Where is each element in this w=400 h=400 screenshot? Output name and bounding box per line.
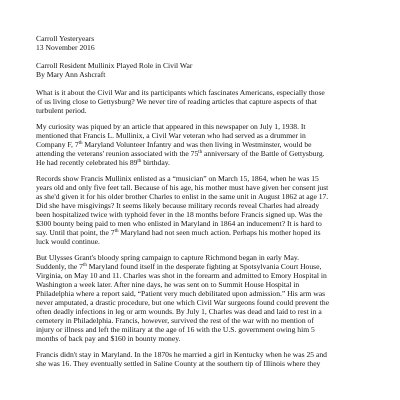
publication-date: 13 November 2016 bbox=[36, 43, 95, 52]
paragraph-line: Washington a week later. After nine days, he was sent on to Summit House Hospital in bbox=[36, 280, 300, 289]
paragraph-line: say. Until that point, the 7th Maryland had not seen much action. Perhaps his mother hoped its bbox=[36, 228, 321, 237]
paragraph-line: What is it about the Civil War and its participants which fascinates Americans, especially those bbox=[36, 88, 325, 97]
paragraph bbox=[36, 88, 380, 115]
paragraph-line: she was 16. They eventually settled in Saline County at the southern tip of Illinois where they bbox=[36, 359, 321, 368]
paragraph-line: $300 bounty being paid to men who enlisted in Maryland in 1864 an inducement? It is hard to bbox=[36, 219, 322, 228]
paragraph-line: mentioned that Francis L. Mullinix, a Civil War veteran who had served as a drummer in bbox=[36, 131, 306, 140]
paragraph-line: Company F, 7th Maryland Volunteer Infantry and was then living in Westminster, would be bbox=[36, 140, 312, 149]
paragraph-line: often deadly infections in leg or arm wounds. By July 1, Charles was dead and laid to rest in a bbox=[36, 307, 322, 316]
paragraph-line: Did she have misgivings? It seems likely because military records reveal Charles had already bbox=[36, 201, 320, 210]
paragraph-line: been hospitalized twice with typhoid fever in the 18 months before Francis signed up. Was the bbox=[36, 210, 323, 219]
paragraph-line: never amputated, a drastic procedure, but one which Civil War surgeons found could prevent the bbox=[36, 298, 330, 307]
article-byline: By Mary Ann Ashcraft bbox=[36, 70, 106, 79]
paragraph-line: injury or illness and left the military at the age of 16 with the U.S. government owing him 5 bbox=[36, 325, 315, 334]
paragraph-line: as she'd given it for his older brother Charles to enlist in the same unit in August 1862 at age 17. bbox=[36, 192, 329, 201]
paragraph-line: of us living close to Gettysburg? We never tire of reading articles that capture aspects of that bbox=[36, 97, 317, 106]
paragraph bbox=[36, 350, 380, 368]
article-body bbox=[36, 88, 380, 368]
paragraph-line: Virginia, on May 10 and 11. Charles was shot in the forearm and admitted to Emory Hospital in bbox=[36, 271, 327, 280]
paragraph bbox=[36, 174, 380, 246]
paragraph-line: cemetery in Philadelphia. Francis, however, survived the rest of the war with no mention of bbox=[36, 316, 314, 325]
paragraph bbox=[36, 253, 380, 343]
paragraph-line: He had recently celebrated his 89th birthday. bbox=[36, 158, 170, 167]
paragraph-line: luck would continue. bbox=[36, 237, 100, 246]
paragraph-line: months of back pay and $160 in bounty money. bbox=[36, 334, 181, 343]
column-name: Carroll Yesteryears bbox=[36, 34, 95, 43]
paragraph-line: My curiosity was piqued by an article that appeared in this newspaper on July 1, 1938. It bbox=[36, 122, 306, 131]
paragraph-line: Records show Francis Mullinix enlisted as a “musician” on March 15, 1864, when he was 15 bbox=[36, 174, 319, 183]
paragraph-line: attending the veterans' reunion associated with the 75th anniversary of the Battle of Gettysburg. bbox=[36, 149, 325, 158]
paragraph-line: But Ulysses Grant's bloody spring campaign to capture Richmond began in early May. bbox=[36, 253, 300, 262]
paragraph-line: years old and only five feet tall. Because of his age, his mother must have given her consent just bbox=[36, 183, 329, 192]
paragraph bbox=[36, 122, 380, 167]
paragraph-line: Francis didn't stay in Maryland. In the 1870s he married a girl in Kentucky when he was 25 and bbox=[36, 350, 327, 359]
paragraph-line: turbulent period. bbox=[36, 106, 87, 115]
article-title: Carroll Resident Mullinix Played Role in Civil War bbox=[36, 61, 193, 70]
paragraph-line: Philadelphia where a report said, “Patient very much debilitated upon admission.” His arm was bbox=[36, 289, 326, 298]
paragraph-line: Suddenly, the 7th Maryland found itself in the desperate fighting at Spotsylvania Court House, bbox=[36, 262, 322, 271]
